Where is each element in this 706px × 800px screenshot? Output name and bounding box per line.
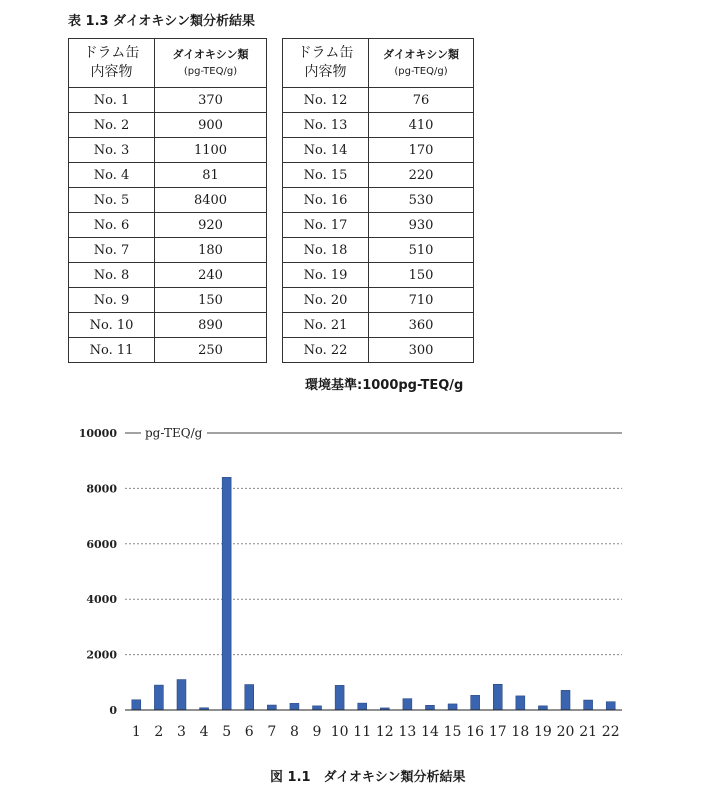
y-tick-label: 8000 bbox=[86, 482, 117, 496]
y-tick-label: 4000 bbox=[86, 593, 117, 607]
table-row bbox=[69, 138, 267, 163]
bar-8 bbox=[290, 703, 299, 710]
header-dioxin-line1: ダイオキシン類 bbox=[382, 48, 460, 61]
table-row bbox=[69, 288, 267, 313]
x-tick-label: 17 bbox=[488, 724, 507, 740]
dioxin-value-cell: 170 bbox=[369, 138, 474, 163]
dioxin-value-cell: 150 bbox=[369, 263, 474, 288]
bar-6 bbox=[245, 685, 254, 710]
x-tick-label: 9 bbox=[312, 724, 322, 740]
header-dioxins bbox=[369, 39, 474, 88]
results-table-right bbox=[282, 38, 474, 363]
dioxin-value-cell: 180 bbox=[155, 238, 267, 263]
table-header-row bbox=[283, 39, 474, 88]
dioxin-value-cell: 250 bbox=[155, 338, 267, 363]
x-tick-label: 13 bbox=[398, 724, 417, 740]
drum-id-cell: No. 4 bbox=[69, 163, 155, 188]
drum-id-cell: No. 1 bbox=[69, 88, 155, 113]
drum-id-cell: No. 21 bbox=[283, 313, 369, 338]
x-tick-label: 6 bbox=[244, 724, 254, 740]
drum-id-cell: No. 10 bbox=[69, 313, 155, 338]
bar-16 bbox=[471, 695, 480, 710]
drum-id-cell: No. 12 bbox=[283, 88, 369, 113]
chart-y-tick-labels bbox=[79, 427, 118, 717]
drum-id-cell: No. 11 bbox=[69, 338, 155, 363]
x-tick-label: 21 bbox=[579, 724, 598, 740]
dioxin-value-cell: 510 bbox=[369, 238, 474, 263]
header-dioxin-unit: (pg-TEQ/g) bbox=[394, 66, 448, 77]
x-tick-label: 2 bbox=[154, 724, 164, 740]
header-drum-line1: ドラム缶 bbox=[83, 45, 140, 61]
bar-7 bbox=[267, 705, 276, 710]
y-unit-label: pg-TEQ/g bbox=[145, 426, 203, 440]
table-row bbox=[69, 213, 267, 238]
x-tick-label: 11 bbox=[353, 724, 372, 740]
x-tick-label: 18 bbox=[511, 724, 530, 740]
table-row bbox=[69, 113, 267, 138]
table-row bbox=[283, 338, 474, 363]
chart-gridlines bbox=[125, 433, 622, 655]
drum-id-cell: No. 7 bbox=[69, 238, 155, 263]
bar-9 bbox=[313, 706, 322, 710]
dioxin-value-cell: 930 bbox=[369, 213, 474, 238]
table-row bbox=[283, 163, 474, 188]
dioxin-value-cell: 300 bbox=[369, 338, 474, 363]
dioxin-value-cell: 530 bbox=[369, 188, 474, 213]
bar-11 bbox=[358, 703, 367, 710]
table-row bbox=[283, 213, 474, 238]
table-row bbox=[283, 188, 474, 213]
bar-17 bbox=[493, 684, 502, 710]
drum-id-cell: No. 9 bbox=[69, 288, 155, 313]
x-tick-label: 15 bbox=[443, 724, 462, 740]
drum-id-cell: No. 18 bbox=[283, 238, 369, 263]
drum-id-cell: No. 19 bbox=[283, 263, 369, 288]
x-tick-label: 12 bbox=[375, 724, 394, 740]
bar-5 bbox=[222, 477, 231, 710]
table-row bbox=[69, 238, 267, 263]
table-row bbox=[283, 138, 474, 163]
drum-id-cell: No. 6 bbox=[69, 213, 155, 238]
y-tick-label: 6000 bbox=[86, 537, 117, 551]
table-row bbox=[69, 163, 267, 188]
bar-3 bbox=[177, 680, 186, 710]
x-tick-label: 10 bbox=[330, 724, 349, 740]
x-tick-label: 16 bbox=[466, 724, 485, 740]
drum-id-cell: No. 2 bbox=[69, 113, 155, 138]
dioxin-value-cell: 8400 bbox=[155, 188, 267, 213]
bar-14 bbox=[425, 705, 434, 710]
dioxin-value-cell: 370 bbox=[155, 88, 267, 113]
header-drum-line2: 内容物 bbox=[90, 64, 133, 80]
header-drum-contents bbox=[69, 39, 155, 88]
x-tick-label: 19 bbox=[534, 724, 552, 740]
drum-id-cell: No. 16 bbox=[283, 188, 369, 213]
x-tick-label: 5 bbox=[222, 724, 232, 740]
bar-19 bbox=[538, 706, 547, 710]
chart-bars bbox=[132, 477, 615, 710]
bar-1 bbox=[132, 700, 141, 710]
x-tick-label: 7 bbox=[267, 724, 277, 740]
x-tick-label: 3 bbox=[177, 724, 186, 740]
dioxin-value-cell: 410 bbox=[369, 113, 474, 138]
header-drum-line1: ドラム缶 bbox=[297, 45, 354, 61]
y-tick-label: 2000 bbox=[86, 648, 117, 662]
drum-id-cell: No. 22 bbox=[283, 338, 369, 363]
table-caption: 表 1.3 ダイオキシン類分析結果 bbox=[68, 14, 255, 29]
dioxin-value-cell: 76 bbox=[369, 88, 474, 113]
table-row bbox=[283, 88, 474, 113]
dioxin-value-cell: 220 bbox=[369, 163, 474, 188]
figure-caption: 図 1.1 ダイオキシン類分析結果 bbox=[270, 770, 466, 785]
dioxin-value-cell: 890 bbox=[155, 313, 267, 338]
table-row bbox=[283, 238, 474, 263]
drum-id-cell: No. 17 bbox=[283, 213, 369, 238]
table-row bbox=[283, 313, 474, 338]
environmental-standard-note: 環境基準:1000pg-TEQ/g bbox=[305, 378, 464, 393]
table-row bbox=[283, 113, 474, 138]
table-row bbox=[69, 88, 267, 113]
table-row bbox=[69, 188, 267, 213]
table-row bbox=[283, 288, 474, 313]
x-tick-label: 14 bbox=[421, 724, 439, 740]
dioxin-value-cell: 920 bbox=[155, 213, 267, 238]
bar-18 bbox=[516, 696, 525, 710]
bar-20 bbox=[561, 690, 570, 710]
table-row bbox=[69, 263, 267, 288]
drum-id-cell: No. 13 bbox=[283, 113, 369, 138]
header-dioxins bbox=[155, 39, 267, 88]
table-row bbox=[69, 313, 267, 338]
bar-10 bbox=[335, 685, 344, 710]
dioxin-value-cell: 1100 bbox=[155, 138, 267, 163]
drum-id-cell: No. 14 bbox=[283, 138, 369, 163]
x-tick-label: 1 bbox=[131, 724, 141, 740]
x-tick-label: 8 bbox=[289, 724, 299, 740]
bar-22 bbox=[606, 702, 615, 710]
y-tick-label: 0 bbox=[109, 704, 117, 717]
table-row bbox=[283, 263, 474, 288]
results-table-left bbox=[68, 38, 267, 363]
dioxin-value-cell: 360 bbox=[369, 313, 474, 338]
bar-21 bbox=[584, 700, 593, 710]
dioxin-value-cell: 81 bbox=[155, 163, 267, 188]
drum-id-cell: No. 8 bbox=[69, 263, 155, 288]
x-tick-label: 22 bbox=[601, 724, 620, 740]
drum-id-cell: No. 5 bbox=[69, 188, 155, 213]
bar-2 bbox=[154, 685, 163, 710]
dioxin-value-cell: 900 bbox=[155, 113, 267, 138]
drum-id-cell: No. 20 bbox=[283, 288, 369, 313]
dioxin-value-cell: 150 bbox=[155, 288, 267, 313]
drum-id-cell: No. 15 bbox=[283, 163, 369, 188]
y-tick-label: 10000 bbox=[78, 427, 117, 440]
dioxin-bar-chart bbox=[0, 410, 706, 760]
bar-13 bbox=[403, 699, 412, 710]
header-dioxin-unit: (pg-TEQ/g) bbox=[183, 66, 238, 77]
table-row bbox=[69, 338, 267, 363]
header-dioxin-line1: ダイオキシン類 bbox=[172, 48, 249, 61]
x-tick-label: 4 bbox=[199, 724, 209, 740]
x-tick-label: 20 bbox=[556, 724, 575, 740]
header-drum-contents bbox=[283, 39, 369, 88]
dioxin-value-cell: 240 bbox=[155, 263, 267, 288]
chart-x-tick-labels bbox=[132, 724, 620, 740]
header-drum-line2: 内容物 bbox=[304, 64, 347, 80]
drum-id-cell: No. 3 bbox=[69, 138, 155, 163]
dioxin-value-cell: 710 bbox=[369, 288, 474, 313]
bar-15 bbox=[448, 704, 457, 710]
table-header-row bbox=[69, 39, 267, 88]
